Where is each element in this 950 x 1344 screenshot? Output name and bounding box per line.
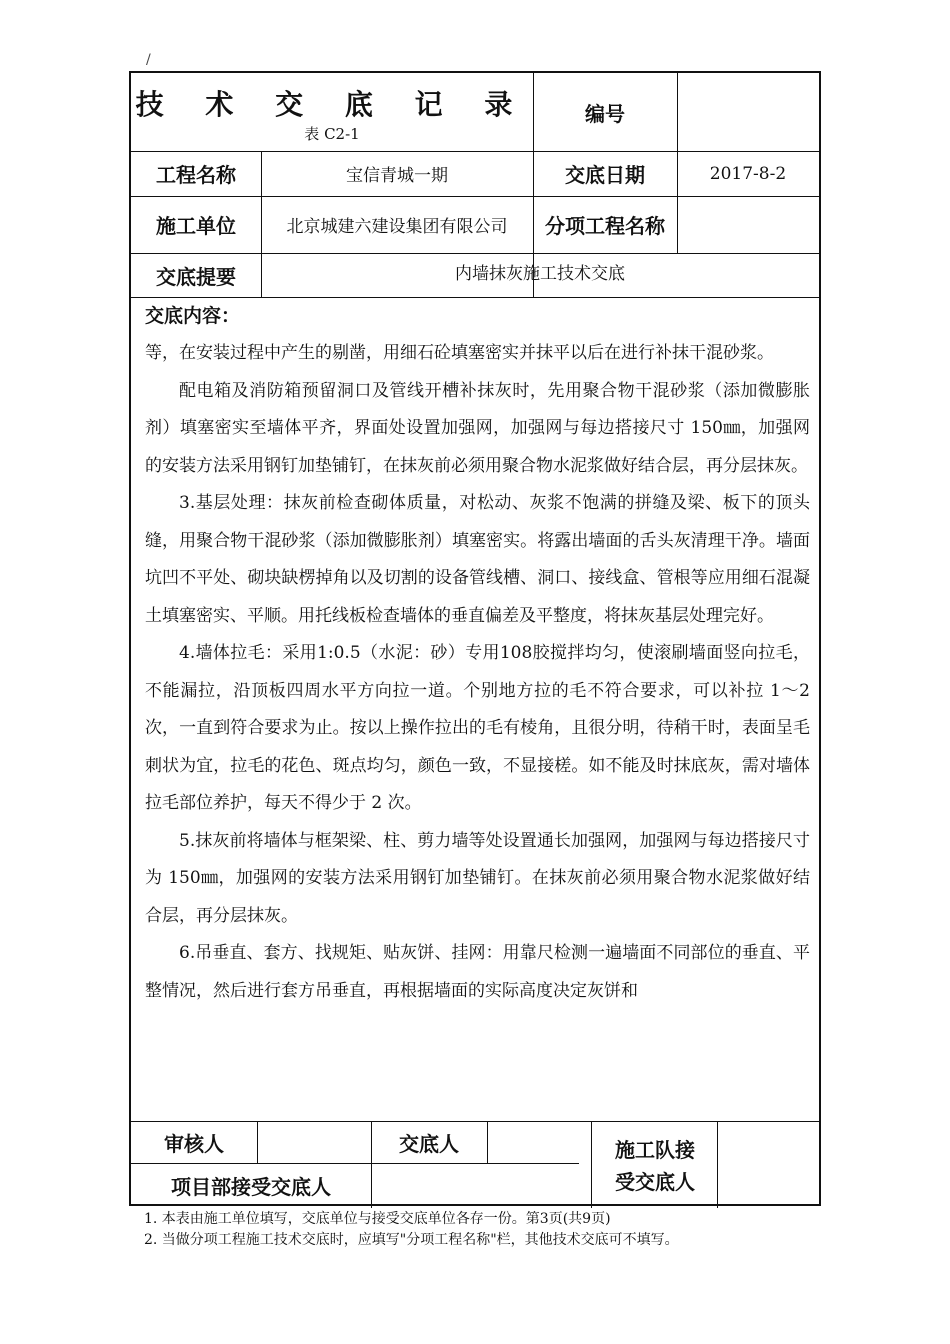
content-paragraph: 等，在安装过程中产生的剔凿，用细石砼填塞密实并抹平以后在进行补抹干混砂浆。 xyxy=(145,343,774,363)
form-title: 技 术 交 底 记 录 xyxy=(135,88,529,121)
content-heading: 交底内容： xyxy=(145,305,241,327)
reviewer-label: 审核人 xyxy=(164,1131,224,1156)
presenter-label: 交底人 xyxy=(399,1131,459,1156)
subproject-field[interactable] xyxy=(677,196,819,253)
content-paragraph: 3.基层处理：抹灰前检查砌体质量，对松动、灰浆不饱满的拼缝及梁、板下的顶头缝，用聚合物干混砂浆（添加微膨胀剂）填塞密实。将露出墙面的舌头灰清理干净。墙面坑凹不平处、砌块缺楞掉角以及切割的设备管线槽、洞口、接线盒、管根等应用细石混凝土填塞密实、平顺。用托线板检查墙体的垂直偏差及平整度，将抹灰基层处理完好。 xyxy=(145,493,810,626)
summary-label: 交底提要 xyxy=(156,264,236,289)
content-paragraph: 5.抹灰前将墙体与框架梁、柱、剪力墙等处设置通长加强网，加强网与每边搭接尺寸为 150㎜，加强网的安装方法采用钢钉加垫铺钉。在抹灰前必须用聚合物水泥浆做好结合层，再分层抹灰。 xyxy=(145,830,810,926)
project-name-label: 工程名称 xyxy=(156,163,236,187)
form-subtitle: 表 C2-1 xyxy=(304,124,360,143)
corner-mark: / xyxy=(146,52,151,68)
content-paragraph: 4.墙体拉毛：采用1:0.5（水泥：砂）专用108胶搅拌均匀，使滚刷墙面竖向拉毛，不能漏拉，沿顶板四周水平方向拉一道。个别地方拉的毛不符合要求，可以补拉 1～2 次，一直到符合要求为止。按以上操作拉出的毛有棱角，且很分明，待稍干时，表面呈毛刺状为宜，拉毛的花色、斑点均匀，颜色一致，不显接槎。如不能及时抹底灰，需对墙体拉毛部位养护，每天不得少于 2 次。 xyxy=(145,643,810,813)
subproject-label: 分项工程名称 xyxy=(545,214,665,238)
number-field[interactable] xyxy=(677,73,819,151)
content-paragraph: 配电箱及消防箱预留洞口及管线开槽补抹灰时，先用聚合物干混砂浆（添加微膨胀剂）填塞密实至墙体平齐，界面处设置加强网，加强网与每边搭接尺寸 150㎜，加强网的安装方法采用钢钉加垫铺钉，在抹灰前必须用聚合物水泥浆做好结合层，再分层抹灰。 xyxy=(145,380,810,476)
team-recipient-field[interactable] xyxy=(717,1121,819,1208)
footnote: 2. 当做分项工程施工技术交底时，应填写"分项工程名称"栏，其他技术交底可不填写。 xyxy=(144,1232,679,1248)
date-label: 交底日期 xyxy=(565,163,645,187)
content-paragraph: 6.吊垂直、套方、找规矩、贴灰饼、挂网：用靠尺检测一遍墙面不同部位的垂直、平整情况，然后进行套方吊垂直，再根据墙面的实际高度决定灰饼和 xyxy=(145,943,810,1001)
contractor-label: 施工单位 xyxy=(156,214,236,238)
reviewer-field[interactable] xyxy=(257,1121,371,1163)
project-dept-label: 项目部接受交底人 xyxy=(171,1175,331,1199)
form-subtitle-cell xyxy=(131,119,533,147)
date-field[interactable]: 2017-8-2 xyxy=(709,163,787,184)
content-body xyxy=(145,335,810,1010)
project-name-field[interactable]: 宝信青城一期 xyxy=(346,166,448,186)
technical-disclosure-form xyxy=(129,71,821,1206)
number-label: 编号 xyxy=(585,101,625,126)
form-title-cell xyxy=(131,73,533,123)
contractor-field[interactable]: 北京城建六建设集团有限公司 xyxy=(286,217,508,237)
rule xyxy=(131,297,819,298)
footnote: 1. 本表由施工单位填写，交底单位与接受交底单位各存一份。第3页(共9页) xyxy=(144,1211,611,1227)
footnotes xyxy=(144,1209,679,1251)
rule xyxy=(591,1121,592,1208)
team-recipient-label: 施工队接受交底人 xyxy=(615,1138,695,1194)
summary-field[interactable]: 内墙抹灰施工技术交底 xyxy=(455,263,625,284)
project-dept-field[interactable] xyxy=(371,1163,591,1208)
presenter-field[interactable] xyxy=(487,1121,591,1163)
